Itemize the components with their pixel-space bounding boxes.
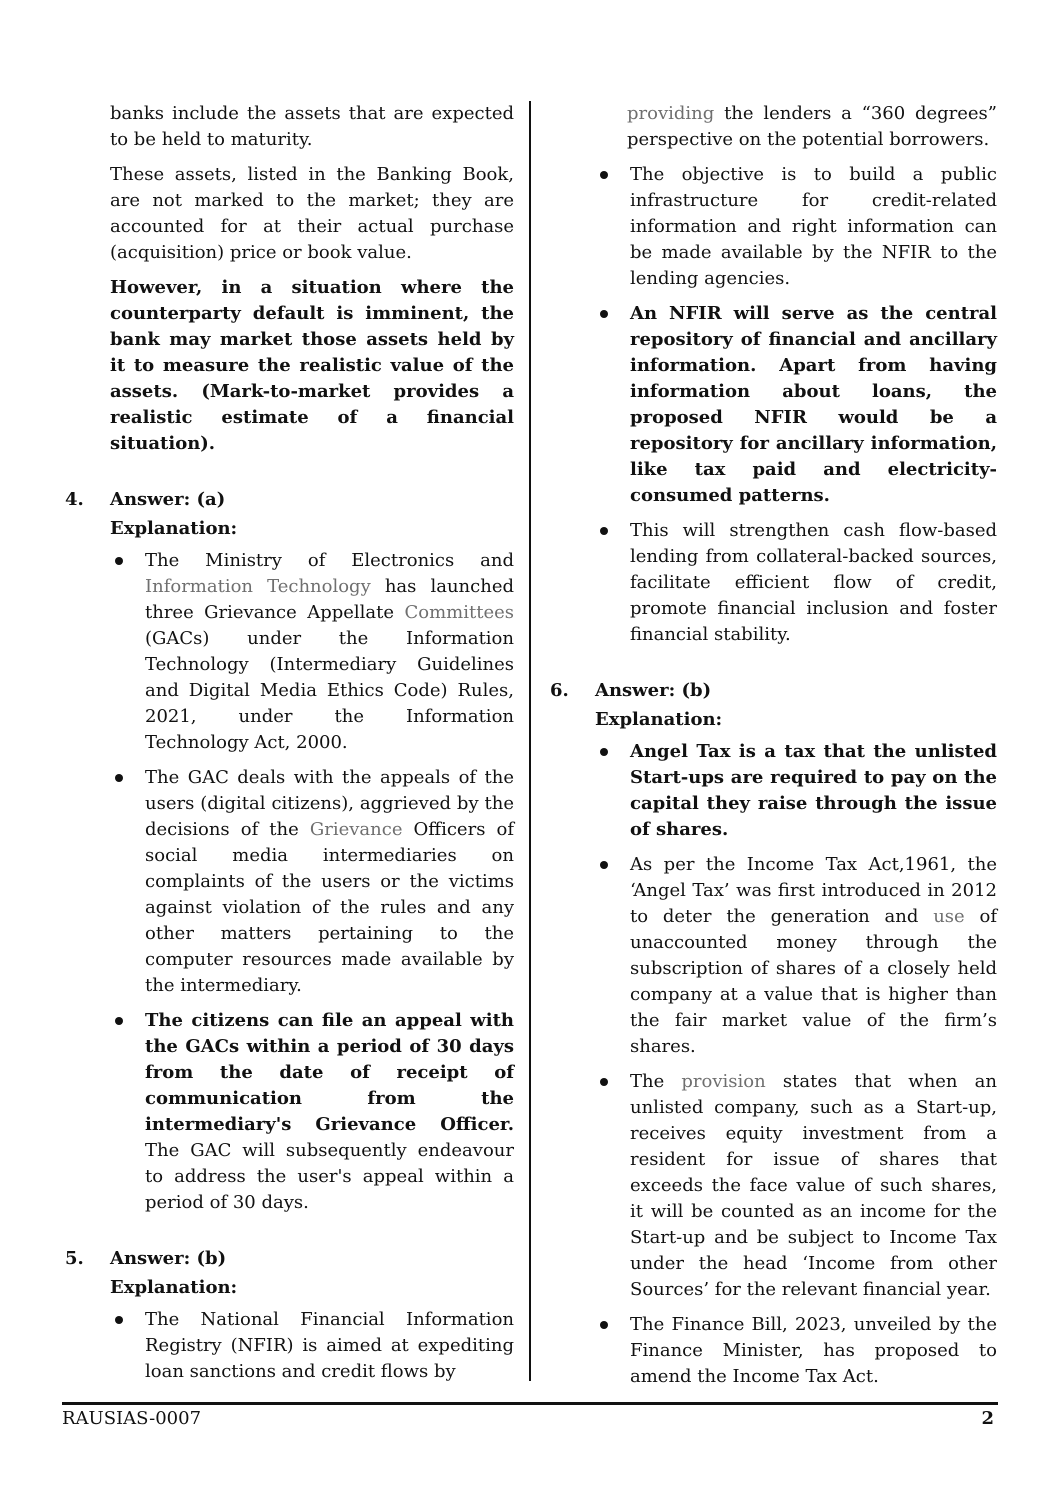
bullet-icon — [600, 171, 608, 179]
bullet-icon — [600, 1078, 608, 1086]
bullet-text: The Ministry of Electronics and Information Technology has launched three Grievance Appellate Committees (GACs) under the Information Technology (Intermediary Guidelines and Digital Media Ethics Code) Rules, 2021, under the Information Technology Act, 2000. — [145, 550, 515, 753]
bullet-text: As per the Income Tax Act,1961, the ‘Angel Tax’ was first introduced in 2012 to deter the generation and use of unaccounted money through the subscription of shares of a closely held company at a value that is higher than the fair market value of the firm’s shares. — [630, 854, 997, 1057]
bullet-icon — [600, 1321, 608, 1329]
answer-item-4 — [62, 485, 514, 543]
bullet-item — [110, 765, 514, 999]
bullet-icon — [115, 774, 123, 782]
paragraph: banks include the assets that are expected to be held to maturity. — [110, 103, 514, 150]
bullet-text: The provision states that when an unlisted company, such as a Start-up, receives equity investment from a resident for issue of shares that exceeds the face value of such shares, it will be counted as an income for the Start-up and be subject to Income Tax under the head ‘Income from other Sources’ for the relevant financial year. — [630, 1071, 997, 1300]
footer — [62, 1407, 998, 1431]
paragraph: These assets, listed in the Banking Book, are not marked to the market; they are accounted for at their actual purchase (acquisition) price or book value. — [110, 164, 514, 263]
bullet-item — [595, 162, 997, 292]
question-number: 6. — [550, 680, 569, 701]
bullet-text: Angel Tax is a tax that the unlisted Start-ups are required to pay on the capital they raise through the issue of shares. — [630, 741, 997, 840]
bullet-icon — [600, 748, 608, 756]
bullet-item — [595, 1069, 997, 1303]
footer-rule — [62, 1402, 998, 1405]
bullet-icon — [115, 1017, 123, 1025]
explanation-label: Explanation: — [110, 1277, 238, 1298]
answer-item-5 — [62, 1244, 514, 1302]
bullet-item — [595, 518, 997, 648]
bullet-item — [595, 852, 997, 1060]
explanation-label: Explanation: — [595, 709, 723, 730]
paragraph-continuation: providing the lenders a “360 degrees” perspective on the potential borrowers. — [627, 103, 997, 150]
column-divider — [529, 101, 531, 1381]
bullet-icon — [600, 310, 608, 318]
explanation-label: Explanation: — [110, 518, 238, 539]
bullet-item — [110, 1307, 514, 1385]
footer-doc-id: RAUSIAS-0007 — [62, 1408, 202, 1429]
bullet-text: The objective is to build a public infrastructure for credit-related information and right information can be made available by the NFIR to the lending agencies. — [630, 164, 997, 289]
bullet-text: The National Financial Information Registry (NFIR) is aimed at expediting loan sanctions and credit flows by — [145, 1309, 514, 1382]
left-column — [62, 101, 514, 1394]
bullet-icon — [115, 557, 123, 565]
answer-label: Answer: (b) — [595, 680, 712, 701]
footer-page-number: 2 — [981, 1408, 994, 1429]
bullet-text: The citizens can file an appeal with the GACs within a period of 30 days from the date of receipt of communication from the intermediary's Grievance Officer. The GAC will subsequently endeavour to address the user's appeal within a period of 30 days. — [145, 1010, 514, 1213]
bullet-item — [110, 548, 514, 756]
right-column — [547, 101, 997, 1399]
bullet-item — [595, 1312, 997, 1390]
bullet-item — [595, 301, 997, 509]
bullet-text: An NFIR will serve as the central repository of financial and ancillary information. Apart from having information about loans, the proposed NFIR would be a repository for ancillary information, like tax paid and electricity-consumed patterns. — [630, 303, 997, 506]
bullet-icon — [600, 527, 608, 535]
bullet-text: The GAC deals with the appeals of the users (digital citizens), aggrieved by the decisions of the Grievance Officers of social media intermediaries on complaints of the users or the victims against violation of the rules and any other matters pertaining to the computer resources made available by the intermediary. — [145, 767, 514, 996]
bullet-icon — [115, 1316, 123, 1324]
bullet-text: The Finance Bill, 2023, unveiled by the Finance Minister, has proposed to amend the Income Tax Act. — [630, 1314, 997, 1387]
answer-label: Answer: (b) — [110, 1248, 227, 1269]
bullet-item — [110, 1008, 514, 1216]
bullet-icon — [600, 861, 608, 869]
bullet-text: This will strengthen cash flow-based lending from collateral-backed sources, facilitate efficient flow of credit, promote financial inclusion and foster financial stability. — [630, 520, 997, 645]
question-number: 5. — [65, 1248, 84, 1269]
answer-label: Answer: (a) — [110, 489, 226, 510]
paragraph: However, in a situation where the counterparty default is imminent, the bank may market those assets held by it to measure the realistic value of the assets. (Mark-to-market provides a realistic estimate of a financial situation). — [110, 277, 514, 454]
answer-item-6 — [547, 676, 997, 734]
question-number: 4. — [65, 489, 84, 510]
bullet-item — [595, 739, 997, 843]
